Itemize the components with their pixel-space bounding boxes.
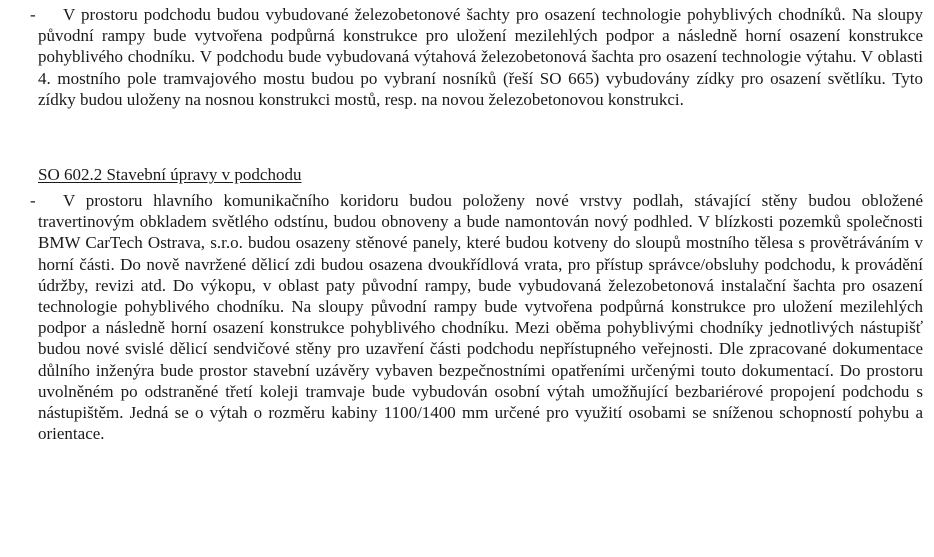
list-item	[0, 190, 934, 444]
paragraph-2: V prostoru hlavního komunikačního koridoru budou položeny nové vrstvy podlah, stávající stěny budou obložené travertinovým obkladem světlého odstínu, budou obnoveny a bude namontován nový podhled. V blízkosti pozemků společnosti BMW CarTech Ostrava, s.r.o. budou osazeny stěnové panely, které budou kotveny do sloupů mostního tělesa s provětráváním v horní části. Do nově navržené dělicí zdi budou osazena dvoukřídlová vrata, pro přístup správce/obsluhy podchodu, k provádění údržby, revizi atd. Do výkopu, v oblast paty původní rampy, bude vybudovaná železobetonová instalační šachta pro osazení technologie pohyblivého chodníku. Na sloupy původní rampy bude vytvořena podpůrná konstrukce pro uložení mezilehlých podpor a následně horní osazení konstrukce pohyblivého chodníku. Mezi oběma pohyblivými chodníky jednotlivých nástupišť budou nové svislé dělicí sendvičové stěny pro uzavření části podchodu nepřístupného veřejnosti. Dle zpracované dokumentace důlního inženýra bude prostor stavební uzávěry vybaven bezpečnostními opatřeními určenými touto dokumentací. Do prostoru uvolněném po odstraněné třetí koleji tramvaje bude vybudován osobní výtah umožňující bezbariérové propojení podchodu s nástupištěm. Jedná se o výtah o rozměru kabiny 1100/1400 mm určené pro využití osobami se sníženou schopností pohybu a orientace.	[38, 191, 923, 444]
list-item	[0, 4, 934, 110]
bullet-dash: -	[30, 5, 36, 24]
paragraph-1: V prostoru podchodu budou vybudované železobetonové šachty pro osazení technologie pohyblivých chodníků. Na sloupy původní rampy bude vytvořena podpůrná konstrukce pro uložení mezilehlých podpor a následně horní osazení konstrukce pohyblivého chodníku. V podchodu bude vybudovaná výtahová železobetonová šachta pro osazení technologie výtahu. V oblasti 4. mostního pole tramvajového mostu budou po vybraní nosníků (řeší SO 665) vybudovány zídky pro osazení světlíku. Tyto zídky budou uloženy na nosnou konstrukci mostů, resp. na novou železobetonovou konstrukci.	[38, 5, 923, 109]
bullet-dash: -	[30, 191, 36, 210]
section-heading: SO 602.2 Stavební úpravy v podchodu	[38, 165, 302, 184]
